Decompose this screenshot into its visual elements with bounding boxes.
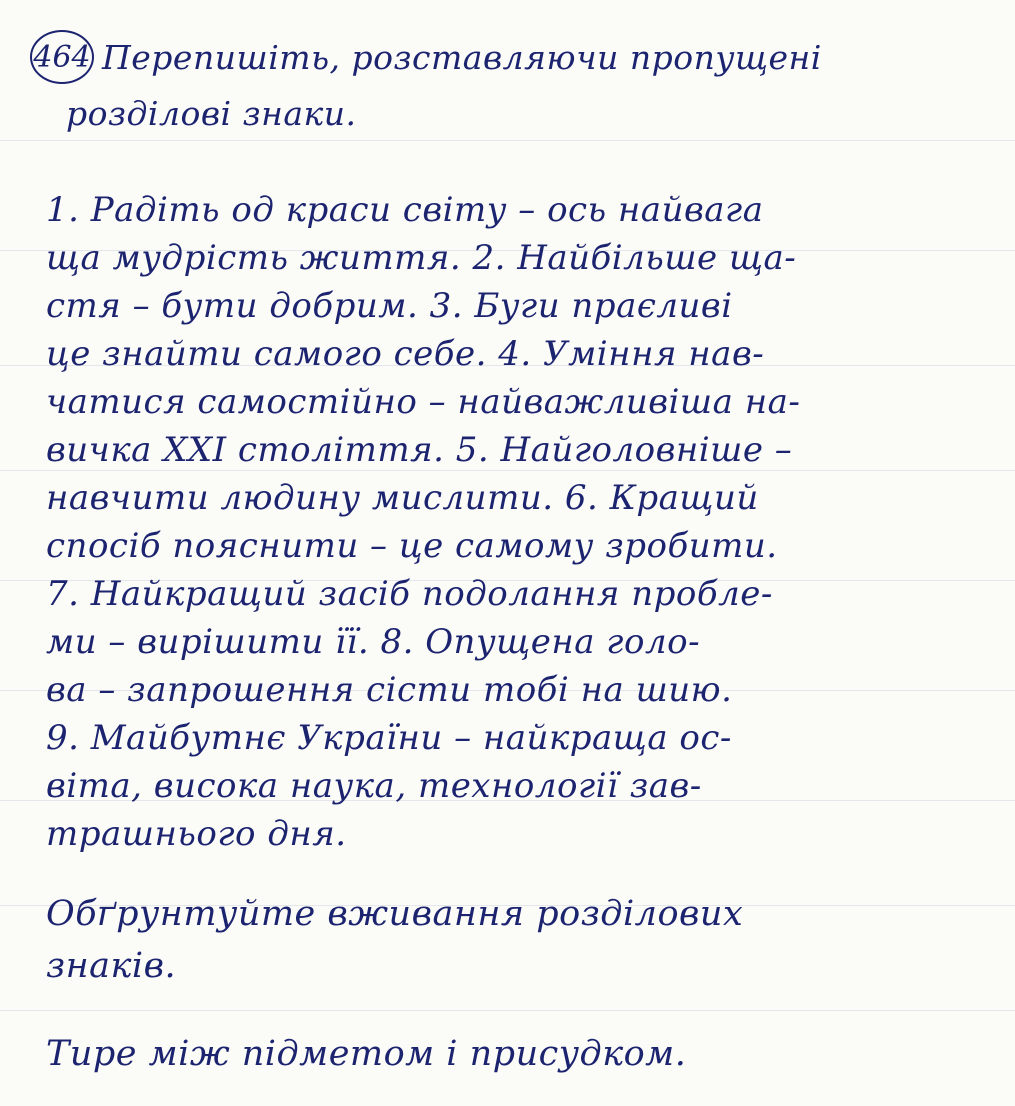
sentence-line: 9. Майбутнє України – найкраща ос- (46, 718, 732, 758)
sentence-line: чатися самостійно – найважливіша на- (46, 382, 801, 422)
sentence-line: спосіб пояснити – це самому зробити. (46, 526, 778, 566)
sentence-line: 1. Радіть од краси світу – ось найвага (46, 190, 764, 230)
sentence-line: ва – запрошення сісти тобі на шию. (46, 670, 733, 710)
sentence-line: віта, висока наука, технології зав- (46, 766, 702, 806)
notebook-rule (0, 1010, 1015, 1011)
exercise-heading-line: Перепишіть, розставляючи пропущені (102, 38, 822, 77)
notebook-rule (0, 140, 1015, 141)
notebook-rule (0, 470, 1015, 471)
exercise-heading-line: розділові знаки. (66, 94, 357, 133)
answer-line: Тире між підметом і присудком. (46, 1034, 687, 1074)
sentence-line: ми – вирішити її. 8. Опущена голо- (46, 622, 701, 662)
sentence-line: трашнього дня. (46, 814, 347, 854)
sentence-line: це знайти самого себе. 4. Уміння нав- (46, 334, 765, 374)
exercise-number: 464 (30, 30, 94, 84)
sentence-line: стя – бути добрим. 3. Буги праєливі (46, 286, 733, 326)
sentence-line: 7. Найкращий засіб подолання пробле- (46, 574, 773, 614)
sentence-line: вичка XXI століття. 5. Найголовніше – (46, 430, 793, 470)
sentence-line: навчити людину мислити. 6. Кращий (46, 478, 759, 518)
task-line: знаків. (46, 946, 177, 986)
sentence-line: ща мудрість життя. 2. Найбільше ща- (46, 238, 797, 278)
task-line: Обґрунтуйте вживання розділових (46, 894, 744, 934)
